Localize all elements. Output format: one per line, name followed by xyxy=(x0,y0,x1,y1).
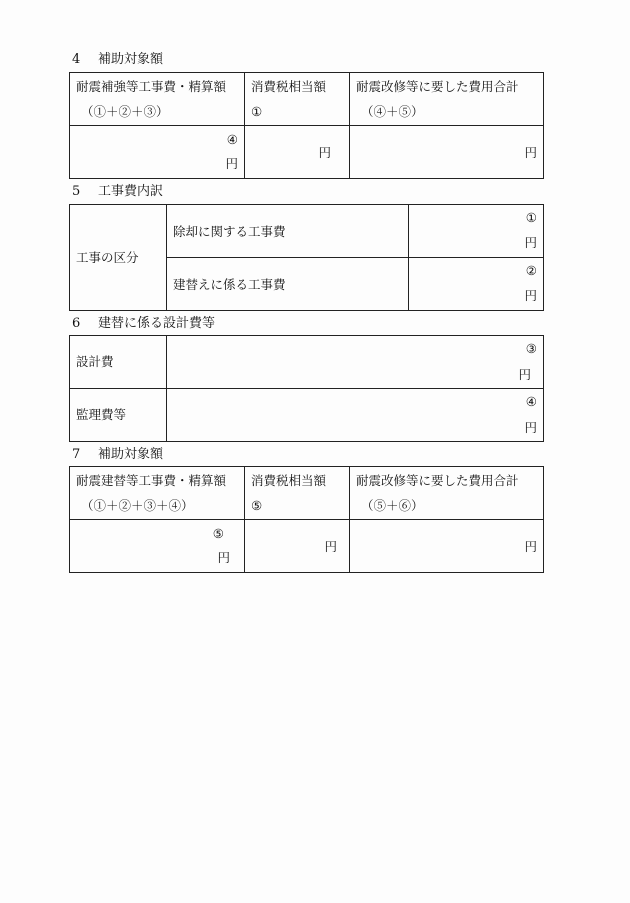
yen-unit: 円 xyxy=(524,539,537,554)
section-7-title: 補助対象額 xyxy=(98,447,164,462)
header-formula: （④＋⑤） xyxy=(361,104,424,119)
section-5-number: 5 xyxy=(72,184,81,199)
section-6-title: 建替に係る設計費等 xyxy=(98,316,216,331)
section-4-value-row xyxy=(70,126,544,179)
yen-unit: 円 xyxy=(524,145,537,160)
header-mark: ⑤ xyxy=(251,498,263,513)
section-4-header-row xyxy=(70,73,544,126)
section-4-heading xyxy=(72,52,163,68)
item-label: 監理費等 xyxy=(76,407,127,422)
section-7-header-cell-1 xyxy=(70,467,245,520)
header-formula: （①＋②＋③＋④） xyxy=(81,498,194,513)
section-4-number: 4 xyxy=(72,52,81,67)
section-6-row xyxy=(70,389,544,442)
section-7-value-row xyxy=(70,520,544,573)
section-4-value-cell-1[interactable] xyxy=(70,126,245,179)
section-4-value-cell-3[interactable] xyxy=(350,126,544,179)
section-7-number: 7 xyxy=(72,447,81,462)
item-amount-cell[interactable] xyxy=(167,336,544,389)
yen-unit: 円 xyxy=(225,156,238,171)
header-label: 消費税相当額 xyxy=(251,79,327,94)
yen-unit: 円 xyxy=(324,539,337,554)
item-label-cell xyxy=(70,336,167,389)
header-formula: （①＋②＋③） xyxy=(81,104,169,119)
section-4-title: 補助対象額 xyxy=(98,52,164,67)
section-7-header-row xyxy=(70,467,544,520)
header-label: 耐震改修等に要した費用合計 xyxy=(356,473,519,488)
item-label-cell xyxy=(167,205,409,258)
yen-unit: 円 xyxy=(524,235,537,250)
section-4-header-cell-1 xyxy=(70,73,245,126)
yen-unit: 円 xyxy=(518,367,531,382)
header-label: 消費税相当額 xyxy=(251,473,327,488)
yen-unit: 円 xyxy=(524,288,537,303)
yen-unit: 円 xyxy=(217,550,230,565)
item-label: 除却に関する工事費 xyxy=(173,224,286,239)
section-6-heading xyxy=(72,316,215,332)
item-amount-cell[interactable] xyxy=(409,205,544,258)
yen-unit: 円 xyxy=(318,145,331,160)
header-label: 耐震補強等工事費・精算額 xyxy=(76,79,227,94)
header-label: 耐震改修等に要した費用合計 xyxy=(356,79,519,94)
item-mark: ② xyxy=(525,263,537,278)
item-mark: ④ xyxy=(525,394,537,409)
work-category-cell xyxy=(70,205,167,311)
section-4-value-cell-2[interactable] xyxy=(245,126,350,179)
section-4-header-cell-3 xyxy=(350,73,544,126)
section-7-value-cell-1[interactable] xyxy=(70,520,245,573)
section-5-table xyxy=(69,204,544,311)
yen-unit: 円 xyxy=(524,420,537,435)
section-4-header-cell-2 xyxy=(245,73,350,126)
section-7-value-cell-2[interactable] xyxy=(245,520,350,573)
header-mark: ① xyxy=(251,104,263,119)
section-7-header-cell-3 xyxy=(350,467,544,520)
section-7-table xyxy=(69,466,544,573)
header-label: 耐震建替等工事費・精算額 xyxy=(76,473,227,488)
section-7-header-cell-2 xyxy=(245,467,350,520)
section-5-row xyxy=(70,205,544,258)
item-amount-cell[interactable] xyxy=(167,389,544,442)
value-mark: ⑤ xyxy=(212,526,224,541)
item-label-cell xyxy=(167,258,409,311)
section-7-value-cell-3[interactable] xyxy=(350,520,544,573)
section-6-row xyxy=(70,336,544,389)
section-6-table xyxy=(69,335,544,442)
item-amount-cell[interactable] xyxy=(409,258,544,311)
item-label: 設計費 xyxy=(76,354,114,369)
section-5-title: 工事費内訳 xyxy=(98,184,164,199)
item-label: 建替えに係る工事費 xyxy=(173,277,286,292)
section-5-heading xyxy=(72,184,163,200)
item-label-cell xyxy=(70,389,167,442)
work-category-label: 工事の区分 xyxy=(76,250,139,265)
section-4-table xyxy=(69,72,544,179)
header-formula: （⑤＋⑥） xyxy=(361,498,424,513)
item-mark: ① xyxy=(525,210,537,225)
section-7-heading xyxy=(72,447,163,463)
section-6-number: 6 xyxy=(72,316,81,331)
value-mark: ④ xyxy=(226,132,238,147)
item-mark: ③ xyxy=(525,341,537,356)
